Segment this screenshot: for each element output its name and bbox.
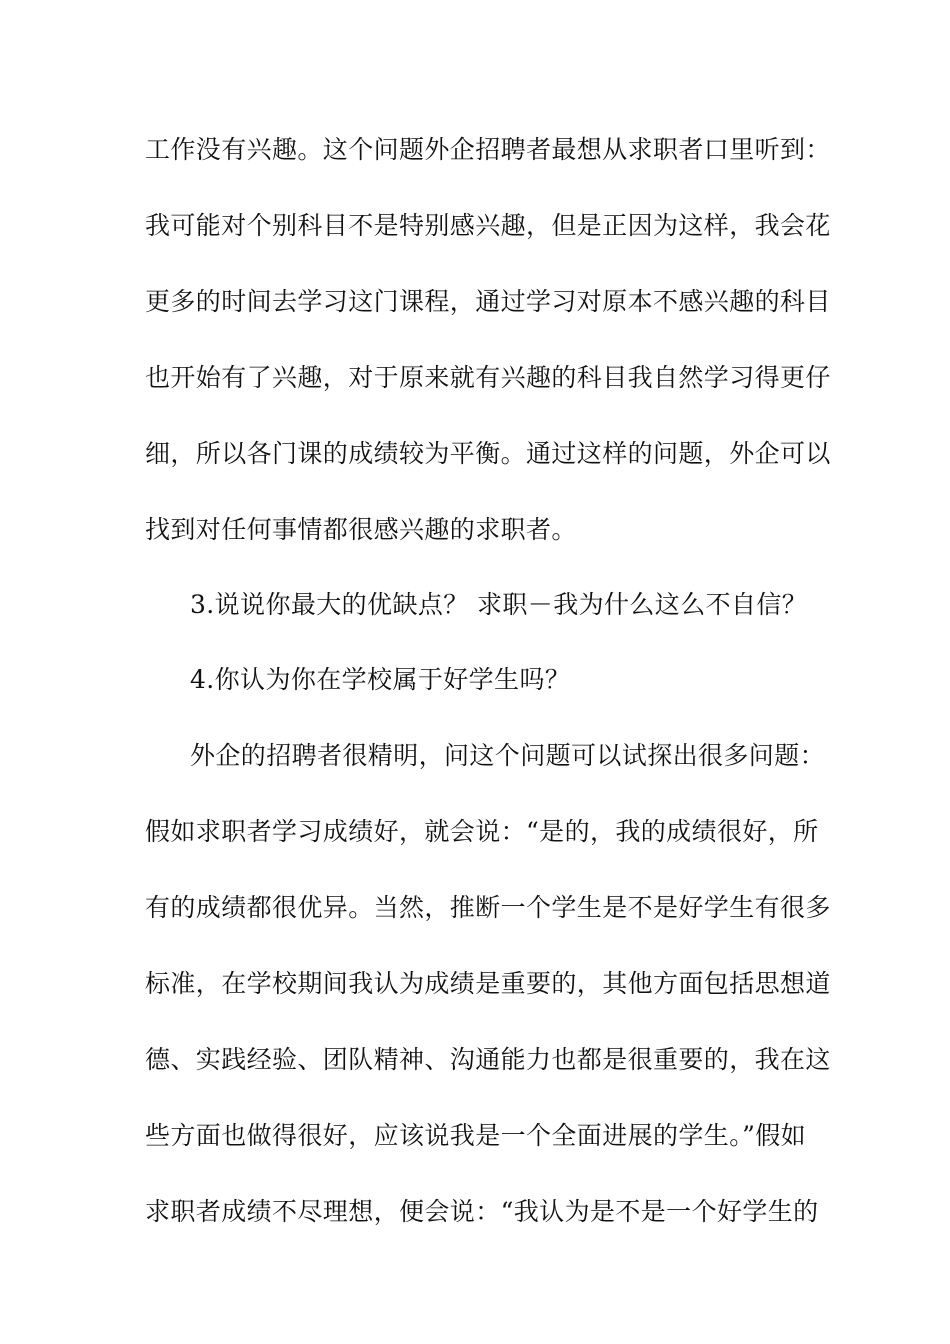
question-heading: 4.你认为你在学校属于好学生吗？ xyxy=(190,665,571,694)
text-line: 标准，在学校期间我认为成绩是重要的，其他方面包括思想道 xyxy=(145,969,831,998)
text-line: 假如求职者学习成绩好，就会说：“是的，我的成绩很好，所 xyxy=(145,817,819,846)
text-line: 找到对任何事情都很感兴趣的求职者。 xyxy=(145,515,577,544)
text-line: 我可能对个别科目不是特别感兴趣，但是正因为这样，我会花 xyxy=(145,211,831,240)
text-line: 求职者成绩不尽理想，便会说：“我认为是不是一个好学生的 xyxy=(145,1197,819,1226)
text-line: 细，所以各门课的成绩较为平衡。通过这样的问题，外企可以 xyxy=(145,439,831,468)
text-line: 德、实践经验、团队精神、沟通能力也都是很重要的，我在这 xyxy=(145,1045,831,1074)
text-line: 工作没有兴趣。这个问题外企招聘者最想从求职者口里听到： xyxy=(145,135,831,164)
question-heading: 3.说说你最大的优缺点？ 求职－我为什么这么不自信？ xyxy=(190,590,808,619)
text-line: 也开始有了兴趣，对于原来就有兴趣的科目我自然学习得更仔 xyxy=(145,363,831,392)
text-line: 些方面也做得很好，应该说我是一个全面进展的学生。”假如 xyxy=(145,1121,807,1150)
text-line: 有的成绩都很优异。当然，推断一个学生是不是好学生有很多 xyxy=(145,893,831,922)
paragraph-start: 外企的招聘者很精明，问这个问题可以试探出很多问题： xyxy=(190,741,826,770)
text-line: 更多的时间去学习这门课程，通过学习对原本不感兴趣的科目 xyxy=(145,287,831,316)
